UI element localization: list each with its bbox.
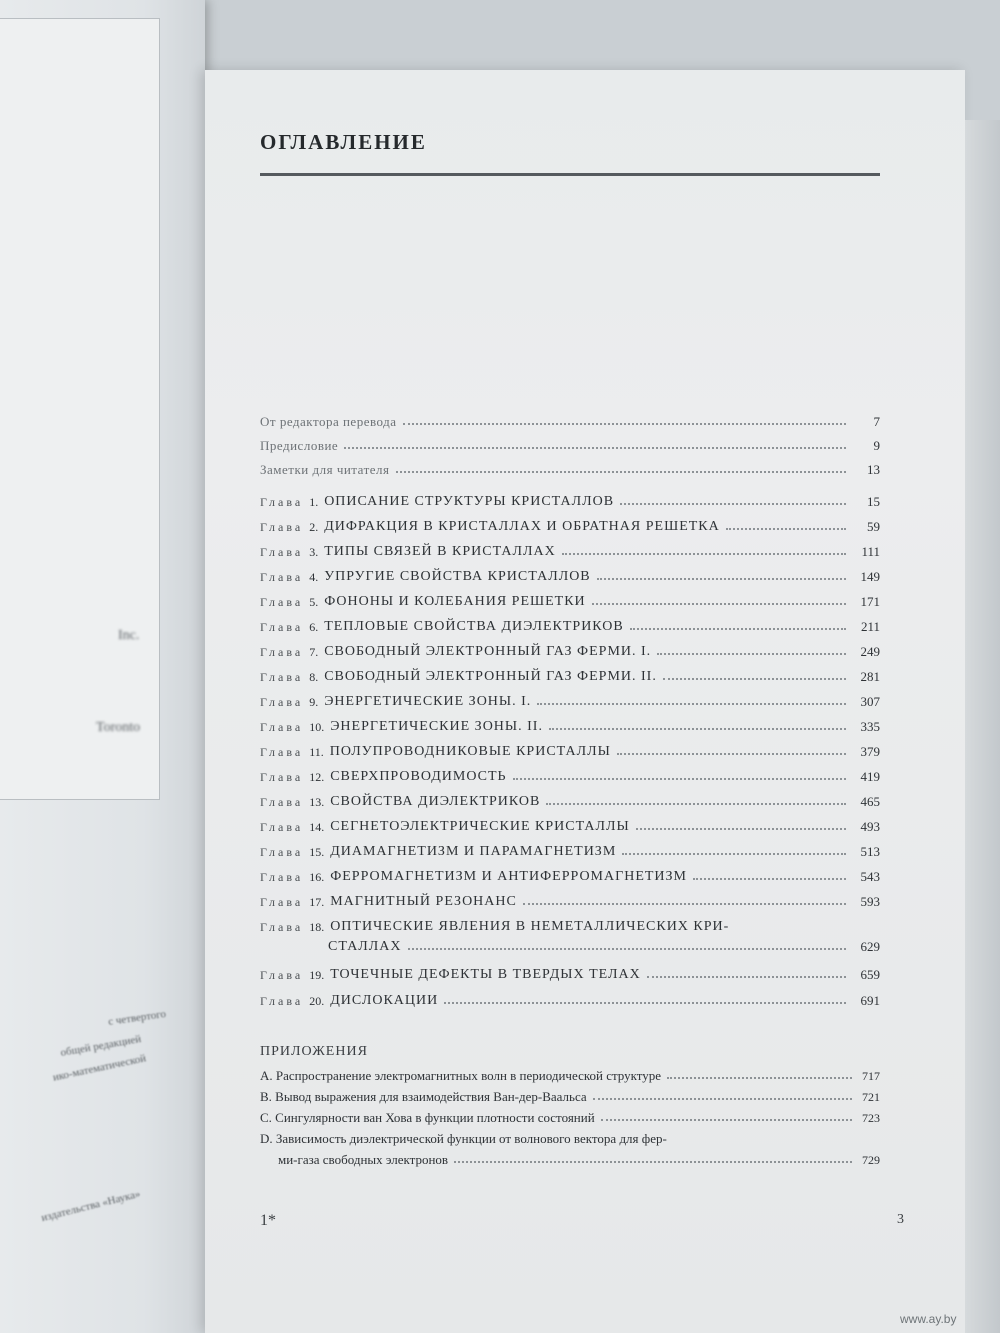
book-edge [965, 120, 1000, 1333]
chapter-number: 3. [309, 545, 319, 559]
chapter-prefix: Глава [260, 895, 304, 909]
chapter-prefix: Глава [260, 720, 304, 734]
leader-dots [513, 777, 846, 780]
chapter-title: ТОЧЕЧНЫЕ ДЕФЕКТЫ В ТВЕРДЫХ ТЕЛАХ [330, 967, 641, 982]
page-ref: 691 [860, 993, 880, 1008]
left-page-fragment: Toronto [96, 720, 141, 735]
chapter-prefix: Глава [260, 670, 304, 684]
chapter-number: 11. [309, 745, 324, 759]
appendix-heading: ПРИЛОЖЕНИЯ [260, 1044, 368, 1059]
left-page-bottom-line: издательства «Наука» [40, 1187, 142, 1225]
watermark: www.ay.by [900, 1312, 957, 1326]
page-ref: 211 [860, 619, 880, 634]
front-matter-label: Заметки для читателя [260, 462, 390, 477]
chapter-prefix: Глава [260, 820, 304, 834]
leader-dots [636, 827, 846, 830]
chapter-row [260, 985, 880, 1009]
page-ref: 111 [861, 544, 880, 559]
chapter-title: СВОЙСТВА ДИЭЛЕКТРИКОВ [330, 794, 541, 809]
chapter-prefix: Глава [260, 645, 304, 659]
chapter-number: 9. [309, 695, 319, 709]
chapter-prefix: Глава [260, 870, 304, 884]
leader-dots [562, 552, 846, 555]
leader-dots [647, 975, 846, 978]
chapter-row [260, 486, 880, 510]
leader-dots [408, 947, 846, 950]
leader-dots [523, 902, 846, 905]
page-ref: 721 [862, 1090, 880, 1104]
chapter-title: ДИСЛОКАЦИИ [330, 993, 439, 1008]
left-page [0, 0, 205, 1333]
chapter-title: СВЕРХПРОВОДИМОСТЬ [330, 769, 507, 784]
chapter-prefix: Глава [260, 920, 304, 934]
appendix-row [260, 1085, 880, 1105]
chapter-row [260, 861, 880, 885]
chapter-title: СВОБОДНЫЙ ЭЛЕКТРОННЫЙ ГАЗ ФЕРМИ. I. [324, 644, 652, 659]
page-ref: 513 [860, 844, 880, 859]
chapter-number: 20. [309, 994, 325, 1008]
chapter-number: 6. [309, 620, 319, 634]
chapter-prefix: Глава [260, 795, 304, 809]
chapter-title: ФЕРРОМАГНЕТИЗМ И АНТИФЕРРОМАГНЕТИЗМ [330, 869, 687, 884]
page-ref: 629 [860, 939, 880, 954]
chapter-row [260, 586, 880, 610]
chapter-title: ОПТИЧЕСКИЕ ЯВЛЕНИЯ В НЕМЕТАЛЛИЧЕСКИХ КРИ- [330, 919, 730, 934]
front-matter-label: Предисловие [260, 438, 339, 453]
leader-dots [620, 502, 846, 505]
signature-mark: 1* [260, 1212, 276, 1229]
chapter-number: 17. [309, 895, 325, 909]
chapter-title: МАГНИТНЫЙ РЕЗОНАНС [330, 894, 517, 909]
leader-dots [546, 802, 846, 805]
front-matter-row [260, 454, 880, 478]
leader-dots [537, 702, 846, 705]
left-page-bottom-line: ико-математической [51, 1052, 148, 1084]
page-ref: 717 [862, 1069, 880, 1083]
chapter-number: 19. [309, 968, 325, 982]
appendix-row [260, 1127, 880, 1147]
chapter-number: 4. [309, 570, 319, 584]
appendix-row [260, 1064, 880, 1084]
chapter-title: УПРУГИЕ СВОЙСТВА КРИСТАЛЛОВ [324, 569, 591, 584]
leader-dots [597, 577, 846, 580]
chapter-prefix: Глава [260, 968, 304, 982]
chapter-prefix: Глава [260, 620, 304, 634]
heading-rule [260, 173, 880, 176]
chapter-number: 8. [309, 670, 319, 684]
chapter-row [260, 836, 880, 860]
chapter-number: 13. [309, 795, 325, 809]
chapter-title: ФОНОНЫ И КОЛЕБАНИЯ РЕШЕТКИ [324, 594, 586, 609]
page-ref: 281 [860, 669, 880, 684]
page-ref: 149 [860, 569, 880, 584]
page-ref: 419 [860, 769, 880, 784]
page-ref: 465 [860, 794, 880, 809]
page-ref: 493 [860, 819, 880, 834]
leader-dots [593, 1097, 852, 1100]
page-ref: 59 [867, 519, 880, 534]
chapter-row [260, 686, 880, 710]
chapter-title-continuation: СТАЛЛАХ [328, 939, 402, 954]
leader-dots [592, 602, 846, 605]
page-ref: 593 [860, 894, 880, 909]
chapter-prefix: Глава [260, 495, 304, 509]
leader-dots [663, 677, 846, 680]
chapter-prefix: Глава [260, 695, 304, 709]
leader-dots [622, 852, 846, 855]
chapter-prefix: Глава [260, 845, 304, 859]
chapter-row [260, 636, 880, 660]
page-ref: 13 [867, 462, 880, 477]
leader-dots [693, 877, 846, 880]
chapter-title: ДИФРАКЦИЯ В КРИСТАЛЛАХ И ОБРАТНАЯ РЕШЕТКА [324, 519, 720, 534]
chapter-title: СЕГНЕТОЭЛЕКТРИЧЕСКИЕ КРИСТАЛЛЫ [330, 819, 630, 834]
chapter-title: ЭНЕРГЕТИЧЕСКИЕ ЗОНЫ. II. [330, 719, 543, 734]
chapter-row [260, 886, 880, 910]
page-ref: 335 [860, 719, 880, 734]
chapter-row [260, 711, 880, 735]
chapter-prefix: Глава [260, 595, 304, 609]
appendix-row [260, 1106, 880, 1126]
page-ref: 723 [862, 1111, 880, 1125]
chapter-number: 15. [309, 845, 325, 859]
page-ref: 15 [867, 494, 880, 509]
left-page-fragment: Inc. [118, 628, 140, 643]
leader-dots [667, 1076, 852, 1079]
chapter-title: СВОБОДНЫЙ ЭЛЕКТРОННЫЙ ГАЗ ФЕРМИ. II. [324, 669, 657, 684]
page-ref: 249 [860, 644, 880, 659]
page-ref: 659 [860, 967, 880, 982]
chapter-row [260, 811, 880, 835]
chapter-title: ТЕПЛОВЫЕ СВОЙСТВА ДИЭЛЕКТРИКОВ [324, 619, 624, 634]
page-ref: 171 [860, 594, 880, 609]
chapter-number: 10. [309, 720, 325, 734]
chapter-prefix: Глава [260, 994, 304, 1008]
appendix-label: D. Зависимость диэлектрической функции от волнового вектора для фер- [260, 1131, 667, 1146]
chapter-number: 5. [309, 595, 319, 609]
leader-dots [601, 1118, 852, 1121]
front-matter-row [260, 430, 880, 454]
chapter-row [260, 511, 880, 535]
chapter-title: ПОЛУПРОВОДНИКОВЫЕ КРИСТАЛЛЫ [329, 744, 611, 759]
left-page-imprint-box [0, 18, 160, 800]
leader-dots [657, 652, 846, 655]
chapter-prefix: Глава [260, 745, 304, 759]
page-ref: 9 [873, 438, 880, 453]
appendix-label: C. Сингулярности ван Хова в функции плотности состояний [260, 1110, 595, 1125]
left-page-bottom-line: с четвертого [107, 1008, 167, 1028]
chapter-number: 12. [309, 770, 325, 784]
page-ref: 7 [873, 414, 880, 429]
appendix-label: B. Вывод выражения для взаимодействия Ван-дер-Ваальса [260, 1089, 587, 1104]
leader-dots [549, 727, 846, 730]
page-ref: 729 [862, 1153, 880, 1167]
appendix-label-continuation: ми-газа свободных электронов [278, 1152, 449, 1167]
left-page-bottom-line: общей редакцией [59, 1032, 143, 1060]
chapter-title: ОПИСАНИЕ СТРУКТУРЫ КРИСТАЛЛОВ [324, 494, 615, 509]
leader-dots [454, 1160, 852, 1163]
chapter-row [260, 561, 880, 585]
leader-dots [444, 1001, 846, 1004]
leader-dots [403, 422, 846, 425]
leader-dots [617, 752, 846, 755]
leader-dots [630, 627, 846, 630]
front-matter-label: От редактора перевода [260, 414, 397, 429]
page-title: ОГЛАВЛЕНИЕ [260, 130, 427, 154]
front-matter-row [260, 406, 880, 430]
page-ref: 543 [860, 869, 880, 884]
leader-dots [344, 446, 846, 449]
chapter-row [260, 611, 880, 635]
chapter-number: 7. [309, 645, 319, 659]
chapter-number: 2. [309, 520, 319, 534]
chapter-row-continuation [260, 931, 880, 955]
chapter-row [260, 786, 880, 810]
appendix-label: A. Распространение электромагнитных волн в периодической структуре [260, 1068, 662, 1083]
page-ref: 379 [860, 744, 880, 759]
chapter-row [260, 959, 880, 983]
chapter-number: 14. [309, 820, 325, 834]
leader-dots [726, 527, 846, 530]
chapter-number: 16. [309, 870, 325, 884]
chapter-title: ТИПЫ СВЯЗЕЙ В КРИСТАЛЛАХ [324, 544, 556, 559]
chapter-prefix: Глава [260, 770, 304, 784]
chapter-number: 18. [309, 920, 325, 934]
chapter-row [260, 736, 880, 760]
page-number: 3 [897, 1212, 904, 1227]
chapter-number: 1. [309, 495, 319, 509]
page-ref: 307 [860, 694, 880, 709]
appendix-row-continuation [260, 1148, 880, 1168]
chapter-row [260, 761, 880, 785]
chapter-row [260, 536, 880, 560]
chapter-row [260, 661, 880, 685]
chapter-title: ДИАМАГНЕТИЗМ И ПАРАМАГНЕТИЗМ [330, 844, 617, 859]
chapter-title: ЭНЕРГЕТИЧЕСКИЕ ЗОНЫ. I. [324, 694, 532, 709]
chapter-prefix: Глава [260, 545, 304, 559]
leader-dots [396, 470, 846, 473]
chapter-prefix: Глава [260, 570, 304, 584]
chapter-prefix: Глава [260, 520, 304, 534]
